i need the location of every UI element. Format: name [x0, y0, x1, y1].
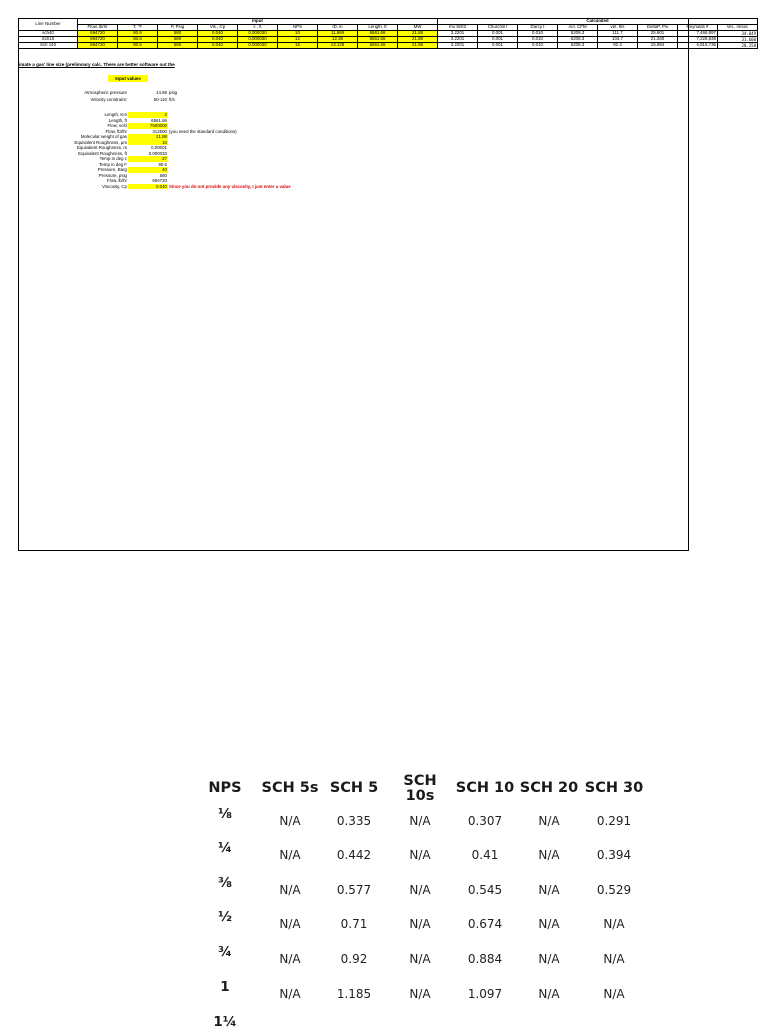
- parameter-label: Flow, ft3/hr: [105, 128, 127, 134]
- parameter-label: Viscosity, Cp: [102, 183, 127, 189]
- viscosity-note: Since you do not provide any viscosity, I just enter a value: [169, 183, 291, 189]
- schedule-cell: N/A: [538, 987, 560, 1001]
- schedule-cell: 0.577: [336, 883, 372, 897]
- nps-header-5: SCH 20: [519, 780, 579, 796]
- parameter-value: 0.000033: [148, 150, 167, 156]
- parameter-value: 14.69: [156, 90, 167, 95]
- table-cell[interactable]: 16: [278, 43, 318, 49]
- table-cell[interactable]: 0.040: [198, 37, 238, 43]
- nps-size-cell: ¼: [218, 840, 232, 856]
- schedule-cell: N/A: [279, 814, 301, 828]
- nps-size-cell: ½: [218, 909, 232, 925]
- parameter-unit: psig: [169, 90, 178, 95]
- schedule-cell: 0.529: [596, 883, 632, 897]
- input-values-label: Input values: [108, 75, 148, 82]
- column-header: ε , ft: [238, 25, 278, 31]
- schedule-cell: 0.291: [596, 814, 632, 828]
- schedule-cell: N/A: [603, 917, 625, 931]
- table-cell[interactable]: 6561.66: [358, 43, 398, 49]
- table-cell[interactable]: 25.601: [638, 31, 678, 37]
- schedule-cell: 0.545: [467, 883, 503, 897]
- nps-header-1: SCH 5s: [261, 780, 319, 796]
- parameter-value[interactable]: 40: [128, 167, 168, 173]
- table-cell[interactable]: 11.669: [318, 31, 358, 37]
- table-cell[interactable]: 0.001: [478, 31, 518, 37]
- parameter-label: Equivalent Roughness, ft: [78, 150, 127, 156]
- table-cell[interactable]: 80.6: [118, 37, 158, 43]
- column-header: ID, in: [318, 25, 358, 31]
- table-cell[interactable]: 15.884: [638, 43, 678, 49]
- table-cell[interactable]: 0.000030: [238, 31, 278, 37]
- table-cell[interactable]: 694720: [78, 37, 118, 43]
- schedule-cell: N/A: [538, 952, 560, 966]
- parameter-label: Temp in deg c: [99, 156, 127, 161]
- table-cell[interactable]: 5208.3: [558, 43, 598, 49]
- parameter-label: Pressure, Barg: [97, 167, 127, 172]
- nps-header-2: SCH 5: [329, 780, 379, 796]
- column-header: rho lb/ft3: [438, 25, 478, 31]
- parameter-row: [20, 184, 500, 190]
- schedule-cell: 0.41: [471, 848, 499, 862]
- nps-size-cell: ⅜: [218, 875, 232, 891]
- table-cell[interactable]: 580: [158, 31, 198, 37]
- schedule-cell: N/A: [279, 987, 301, 1001]
- parameter-label: Molecular weight of gas: [80, 134, 127, 139]
- schedule-cell: N/A: [279, 952, 301, 966]
- table-cell[interactable]: 5208.3: [558, 31, 598, 37]
- nps-header-4: SCH 10: [455, 780, 515, 796]
- parameter-label: Pressure, psig: [98, 172, 127, 178]
- column-header: Length, ft: [358, 25, 398, 31]
- schedule-cell: N/A: [538, 814, 560, 828]
- schedule-cell: N/A: [538, 848, 560, 862]
- schedule-cell: 0.92: [340, 952, 368, 966]
- table-cell[interactable]: 0.000030: [238, 43, 278, 49]
- table-cell[interactable]: 6561.66: [358, 31, 398, 37]
- nps-size-cell: 1¼: [213, 1014, 237, 1030]
- table-cell[interactable]: 0.001: [478, 43, 518, 49]
- column-header: Reynolds #: [678, 25, 718, 31]
- column-header: vel. ft/s: [598, 25, 638, 31]
- parameter-unit: ft/s: [169, 97, 175, 102]
- table-cell[interactable]: 6,815,735: [678, 43, 718, 49]
- table-cell[interactable]: 0.040: [198, 31, 238, 37]
- table-cell[interactable]: 21.88: [398, 43, 438, 49]
- column-header: Vel., m/sec: [718, 25, 758, 31]
- schedule-cell: N/A: [409, 814, 431, 828]
- table-cell[interactable]: 6561.66: [358, 37, 398, 43]
- table-cell[interactable]: 5208.3: [558, 37, 598, 43]
- parameter-value: 694720: [152, 178, 167, 183]
- schedule-cell: 0.394: [596, 848, 632, 862]
- line-number-cell: sch40: [19, 31, 78, 37]
- table-cell[interactable]: 0.040: [198, 43, 238, 49]
- nps-header-0: NPS: [208, 780, 242, 796]
- parameter-label: Length, ft: [108, 117, 127, 123]
- table-cell[interactable]: 3.2201: [438, 31, 478, 37]
- schedule-cell: N/A: [538, 883, 560, 897]
- table-cell[interactable]: 3.2201: [438, 43, 478, 49]
- column-header: NPS: [278, 25, 318, 31]
- calculated-group-header: Calculated: [438, 19, 758, 25]
- table-cell[interactable]: 694720: [78, 31, 118, 37]
- parameter-value: 580: [159, 172, 167, 178]
- nps-size-cell: ⅛: [218, 806, 232, 822]
- table-cell[interactable]: 12: [278, 37, 318, 43]
- parameter-label: Flow, lb/hr: [106, 178, 127, 183]
- column-header: DeltaP, Psi: [638, 25, 678, 31]
- parameter-unit: (you need the standard conditions): [169, 128, 237, 134]
- parameter-value[interactable]: 10: [128, 140, 168, 146]
- table-cell[interactable]: 111.7: [598, 31, 638, 37]
- table-cell[interactable]: 10: [278, 31, 318, 37]
- table-cell[interactable]: 92.4: [598, 43, 638, 49]
- nps-size-cell: 1: [220, 979, 230, 995]
- parameter-row: [20, 97, 500, 103]
- nps-header-3: SCH 10s: [403, 773, 437, 804]
- table-cell[interactable]: 34.049: [718, 31, 758, 37]
- column-header: MW: [398, 25, 438, 31]
- column-header: Churchill f: [478, 25, 518, 31]
- schedule-cell: 0.674: [467, 917, 503, 931]
- schedule-cell: N/A: [603, 952, 625, 966]
- schedule-cell: N/A: [409, 987, 431, 1001]
- table-cell[interactable]: 21.88: [398, 37, 438, 43]
- table-cell[interactable]: 0.000030: [238, 37, 278, 43]
- column-header: P, Psig: [158, 25, 198, 31]
- table-cell[interactable]: 0.010: [518, 43, 558, 49]
- schedule-cell: 0.71: [340, 917, 368, 931]
- table-cell[interactable]: 13.128: [318, 43, 358, 49]
- line-number-cell: Sch 140: [19, 43, 78, 49]
- parameter-value: 312500: [152, 128, 167, 134]
- parameter-label: Equivalent Roughness, m: [76, 145, 127, 150]
- table-cell[interactable]: 0.001: [478, 37, 518, 43]
- table-cell[interactable]: 7,228,838: [678, 37, 718, 43]
- table-cell[interactable]: 0.010: [518, 37, 558, 43]
- schedule-cell: N/A: [409, 883, 431, 897]
- table-cell[interactable]: 12.39: [318, 37, 358, 43]
- table-cell[interactable]: 31.600: [718, 37, 758, 43]
- schedule-cell: 0.335: [336, 814, 372, 828]
- parameter-label: Equivalent Roughness, µm: [74, 139, 127, 145]
- column-header: T, °F: [118, 25, 158, 31]
- parameter-value[interactable]: 27: [128, 156, 168, 162]
- line-number-header: Line Number: [19, 19, 78, 31]
- schedule-cell: N/A: [409, 848, 431, 862]
- table-cell[interactable]: 21.260: [638, 37, 678, 43]
- column-header: Darcy f: [518, 25, 558, 31]
- table-cell[interactable]: 7,468,897: [678, 31, 718, 37]
- input-group-header: Input: [78, 19, 438, 25]
- parameter-value[interactable]: 2: [128, 112, 168, 118]
- parameter-label: Length, Km: [104, 112, 127, 117]
- parameter-value: 80.6: [158, 161, 167, 167]
- table-cell[interactable]: 580: [158, 37, 198, 43]
- schedule-cell: N/A: [409, 917, 431, 931]
- schedule-cell: N/A: [279, 917, 301, 931]
- table-cell[interactable]: 80.6: [118, 43, 158, 49]
- parameter-value: 6561.66: [151, 117, 167, 123]
- line-sizing-table: [18, 18, 758, 49]
- parameter-value[interactable]: 21.88: [128, 134, 168, 140]
- table-cell[interactable]: 103.7: [598, 37, 638, 43]
- sheet-title: imate a gas' line size (prelimnary calc. There are better software out the: [19, 62, 175, 67]
- parameter-value[interactable]: 0.040: [128, 184, 168, 190]
- parameter-value[interactable]: 7500000: [128, 123, 168, 129]
- schedule-cell: 0.307: [467, 814, 503, 828]
- schedule-cell: 0.884: [467, 952, 503, 966]
- parameter-label: Flow, scfd: [107, 123, 127, 128]
- table-cell[interactable]: 21.88: [398, 31, 438, 37]
- parameter-value: 50-110: [153, 97, 167, 102]
- column-header: Flow, lb/hr: [78, 25, 118, 31]
- parameter-label: Atmospheric pressure: [84, 90, 127, 95]
- schedule-cell: N/A: [409, 952, 431, 966]
- table-cell[interactable]: 80.6: [118, 31, 158, 37]
- table-cell[interactable]: 3.2201: [438, 37, 478, 43]
- schedule-cell: N/A: [279, 848, 301, 862]
- line-number-cell: Sch10: [19, 37, 78, 43]
- nps-header-6: SCH 30: [584, 780, 644, 796]
- table-cell[interactable]: 580: [158, 43, 198, 49]
- schedule-cell: N/A: [279, 883, 301, 897]
- schedule-cell: 1.185: [336, 987, 372, 1001]
- schedule-cell: N/A: [603, 987, 625, 1001]
- schedule-cell: 0.442: [336, 848, 372, 862]
- column-header: Vis , Cp: [198, 25, 238, 31]
- column-header: Act. CFM: [558, 25, 598, 31]
- table-cell[interactable]: 0.010: [518, 31, 558, 37]
- parameter-row: [20, 90, 500, 96]
- table-cell[interactable]: 694720: [78, 43, 118, 49]
- schedule-cell: 1.097: [467, 987, 503, 1001]
- parameter-label: Temp in deg F: [99, 161, 127, 167]
- nps-size-cell: ¾: [218, 944, 232, 960]
- parameter-value: 0.00001: [151, 145, 167, 150]
- table-row: [19, 43, 758, 49]
- schedule-cell: N/A: [538, 917, 560, 931]
- table-cell[interactable]: 28.158: [718, 43, 758, 49]
- parameter-label: Velocity constraint:: [90, 97, 127, 102]
